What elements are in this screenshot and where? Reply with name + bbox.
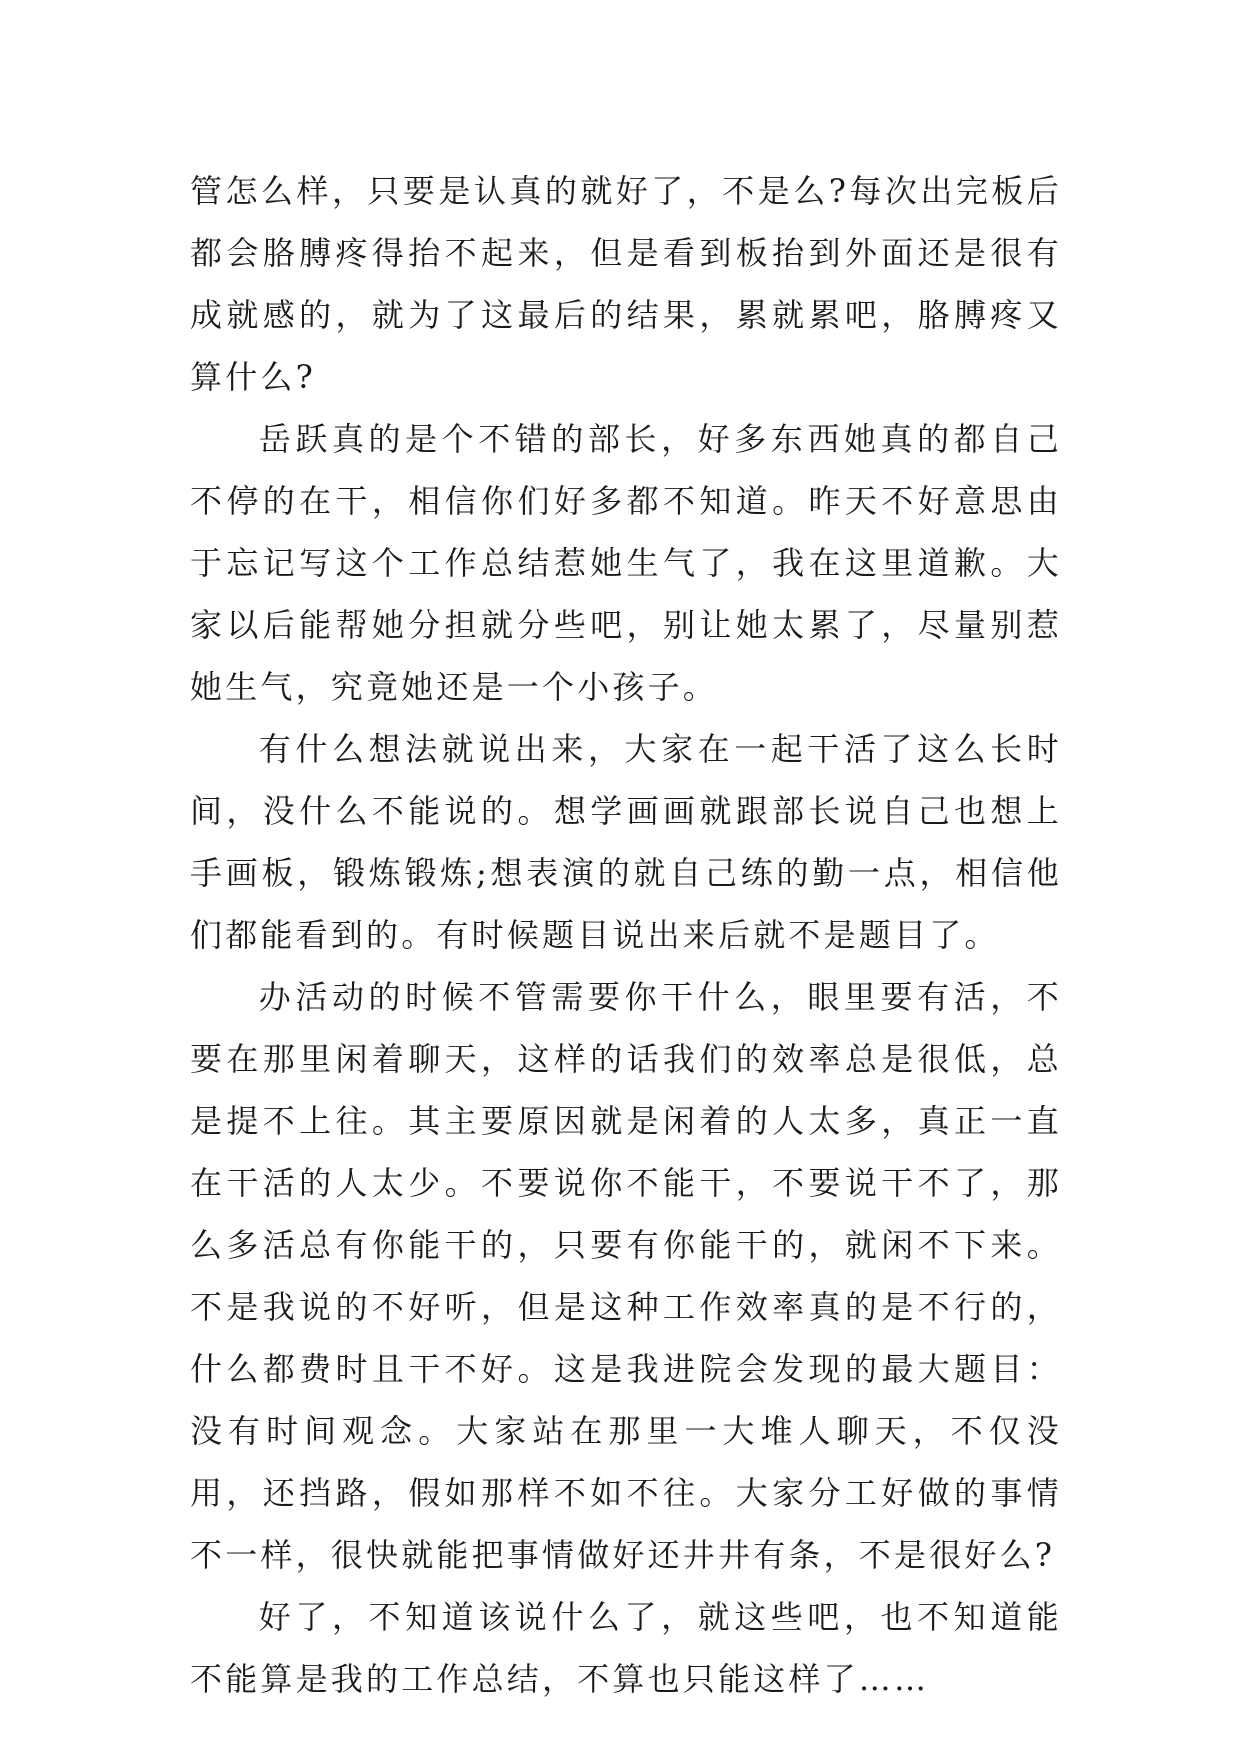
paragraph-ideas: 有什么想法就说出来，大家在一起干活了这么长时间，没什么不能说的。想学画画就跟部长说自己也想上手画板，锻炼锻炼;想表演的就自己练的勤一点，相信他们都能看到的。有时候题目说出来后就不是题目了。 (190, 730, 1062, 954)
paragraph-efficiency: 办活动的时候不管需要你干什么，眼里要有活，不要在那里闲着聊天，这样的话我们的效率总是很低，总是提不上往。其主要原因就是闲着的人太多，真正一直在干活的人太少。不要说你不能干，不要说干不了，那么多活总有你能干的，只要有你能干的，就闲不下来。不是我说的不好听，但是这种工作效率真的是不行的，什么都费时且干不好。这是我进院会发现的最大题目：没有时间观念。大家站在那里一大堆人聊天，不仅没用，还挡路，假如那样不如不往。大家分工好做的事情不一样，很快就能把事情做好还井井有条，不是很好么? (190, 978, 1062, 1574)
document-body (190, 160, 1062, 1710)
paragraph-continuation: 管怎么样，只要是认真的就好了，不是么?每次出完板后都会胳膊疼得抬不起来，但是看到板抬到外面还是很有成就感的，就为了这最后的结果，累就累吧，胳膊疼又算什么? (190, 172, 1062, 396)
paragraph-minister: 岳跃真的是个不错的部长，好多东西她真的都自己不停的在干，相信你们好多都不知道。昨天不好意思由于忘记写这个工作总结惹她生气了，我在这里道歉。大家以后能帮她分担就分些吧，别让她太累了，尽量别惹她生气，究竟她还是一个小孩子。 (190, 420, 1062, 706)
paragraph-closing: 好了，不知道该说什么了，就这些吧，也不知道能不能算是我的工作总结，不算也只能这样了…… (190, 1598, 1062, 1698)
